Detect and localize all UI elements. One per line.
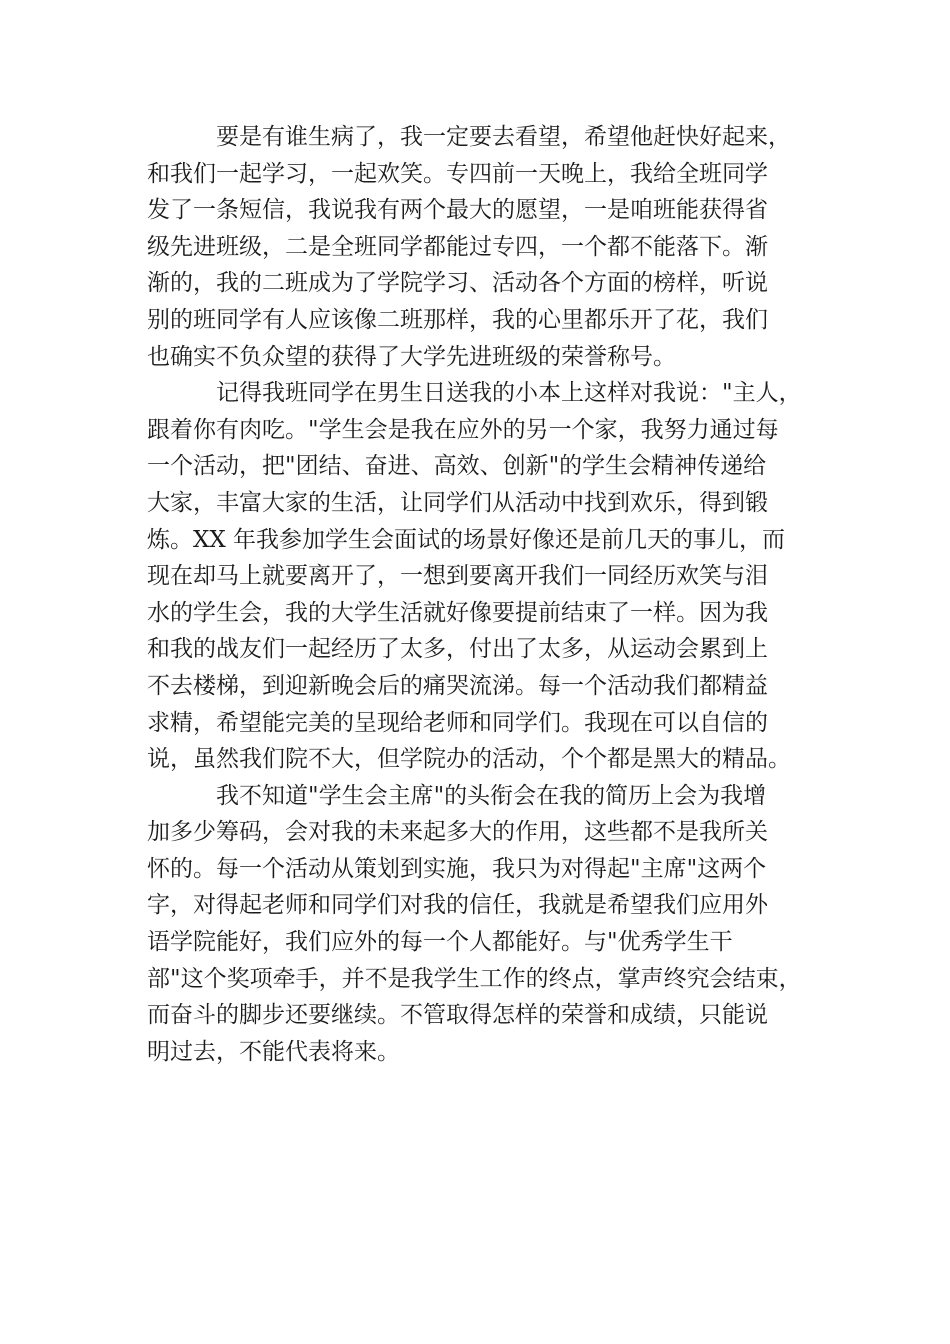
text-line: 记得我班同学在男生日送我的小本上这样对我说："主人， bbox=[216, 380, 802, 407]
text-line: 也确实不负众望的获得了大学先进班级的荣誉称号。 bbox=[147, 343, 676, 370]
text-line: 要是有谁生病了，我一定要去看望，希望他赶快好起来， bbox=[216, 124, 791, 150]
text-line: 别的班同学有人应该像二班那样，我的心里都乐开了花，我们 bbox=[147, 306, 768, 333]
text-line: 说，虽然我们院不大，但学院办的活动，个个都是黑大的精品。 bbox=[147, 746, 791, 773]
text-line: 字，对得起老师和同学们对我的信任，我就是希望我们应用外 bbox=[147, 892, 768, 919]
body-text bbox=[147, 119, 807, 1070]
text-line: 跟着你有肉吃。"学生会是我在应外的另一个家，我努力通过每 bbox=[147, 416, 779, 443]
text-line: 级先进班级，二是全班同学都能过专四，一个都不能落下。渐 bbox=[147, 233, 768, 260]
text-line: 语学院能好，我们应外的每一个人都能好。与"优秀学生干 bbox=[147, 929, 733, 956]
text-line: 部"这个奖项牵手，并不是我学生工作的终点，掌声终究会结束， bbox=[147, 965, 802, 992]
text-line: 渐的，我的二班成为了学院学习、活动各个方面的榜样，听说 bbox=[147, 270, 768, 297]
text-line: 怀的。每一个活动从策划到实施，我只为对得起"主席"这两个 bbox=[147, 855, 767, 882]
text-line: 明过去，不能代表将来。 bbox=[147, 1038, 400, 1065]
text-line: 大家，丰富大家的生活，让同学们从活动中找到欢乐，得到锻 bbox=[147, 489, 768, 516]
paragraph-3 bbox=[147, 778, 807, 1071]
text-line: 和我的战友们一起经历了太多，付出了太多，从运动会累到上 bbox=[147, 636, 768, 663]
paragraph-2 bbox=[147, 375, 807, 778]
text-line: 求精，希望能完美的呈现给老师和同学们。我现在可以自信的 bbox=[147, 709, 768, 736]
text-line: 和我们一起学习，一起欢笑。专四前一天晚上，我给全班同学 bbox=[147, 160, 768, 187]
text-line: 加多少筹码，会对我的未来起多大的作用，这些都不是我所关 bbox=[147, 819, 768, 846]
text-line: 不去楼梯，到迎新晚会后的痛哭流涕。每一个活动我们都精益 bbox=[147, 672, 768, 699]
text-line: 而奋斗的脚步还要继续。不管取得怎样的荣誉和成绩，只能说 bbox=[147, 1002, 768, 1029]
text-line: 水的学生会，我的大学生活就好像要提前结束了一样。因为我 bbox=[147, 599, 768, 626]
text-line: 发了一条短信，我说我有两个最大的愿望，一是咱班能获得省 bbox=[147, 197, 768, 224]
text-line: 炼。XX 年我参加学生会面试的场景好像还是前几天的事儿，而 bbox=[147, 526, 786, 553]
text-line: 现在却马上就要离开了，一想到要离开我们一同经历欢笑与泪 bbox=[147, 563, 768, 590]
paragraph-1 bbox=[147, 119, 807, 375]
text-line: 一个活动，把"团结、奋进、高效、创新"的学生会精神传递给 bbox=[147, 453, 767, 480]
text-line: 我不知道"学生会主席"的头衔会在我的简历上会为我增 bbox=[216, 782, 767, 809]
